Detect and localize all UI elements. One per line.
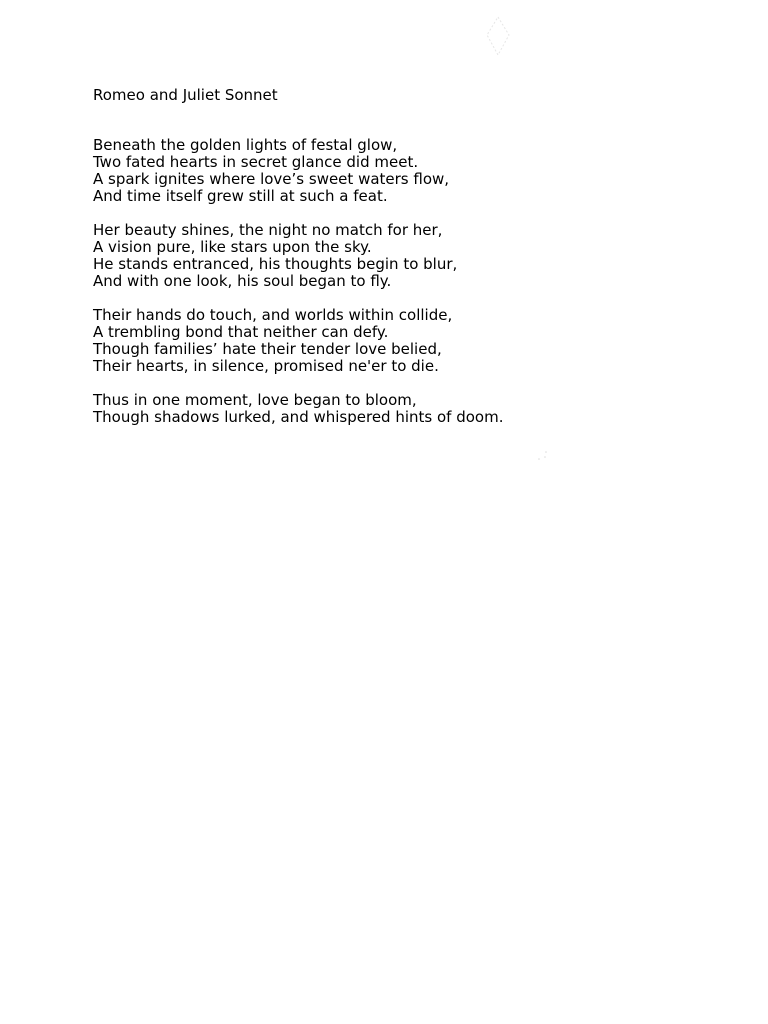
poem-line: And time itself grew still at such a feat. bbox=[93, 187, 388, 205]
poem-line: And with one look, his soul began to fly. bbox=[93, 272, 392, 290]
document-title: Romeo and Juliet Sonnet bbox=[93, 86, 278, 104]
poem-line: Though shadows lurked, and whispered hints of doom. bbox=[93, 408, 504, 426]
poem-line: Though families’ hate their tender love belied, bbox=[93, 340, 442, 358]
poem-line: A vision pure, like stars upon the sky. bbox=[93, 238, 372, 256]
stanza-3 bbox=[93, 307, 733, 375]
stanza-4 bbox=[93, 392, 733, 426]
poem-line: Two fated hearts in secret glance did meet. bbox=[93, 153, 419, 171]
poem-line: Their hands do touch, and worlds within collide, bbox=[93, 306, 453, 324]
poem-line: Their hearts, in silence, promised ne'er to die. bbox=[93, 357, 439, 375]
poem-line: Beneath the golden lights of festal glow, bbox=[93, 136, 398, 154]
stanza-1 bbox=[93, 137, 733, 205]
poem-line: A trembling bond that neither can defy. bbox=[93, 323, 389, 341]
poem-line: Her beauty shines, the night no match for her, bbox=[93, 221, 443, 239]
poem-body bbox=[93, 137, 733, 443]
stanza-2 bbox=[93, 222, 733, 290]
faint-dot-mark bbox=[536, 450, 550, 462]
faint-diamond-mark bbox=[484, 15, 512, 57]
poem-line: He stands entranced, his thoughts begin to blur, bbox=[93, 255, 458, 273]
poem-line: Thus in one moment, love began to bloom, bbox=[93, 391, 417, 409]
poem-line: A spark ignites where love’s sweet waters flow, bbox=[93, 170, 450, 188]
